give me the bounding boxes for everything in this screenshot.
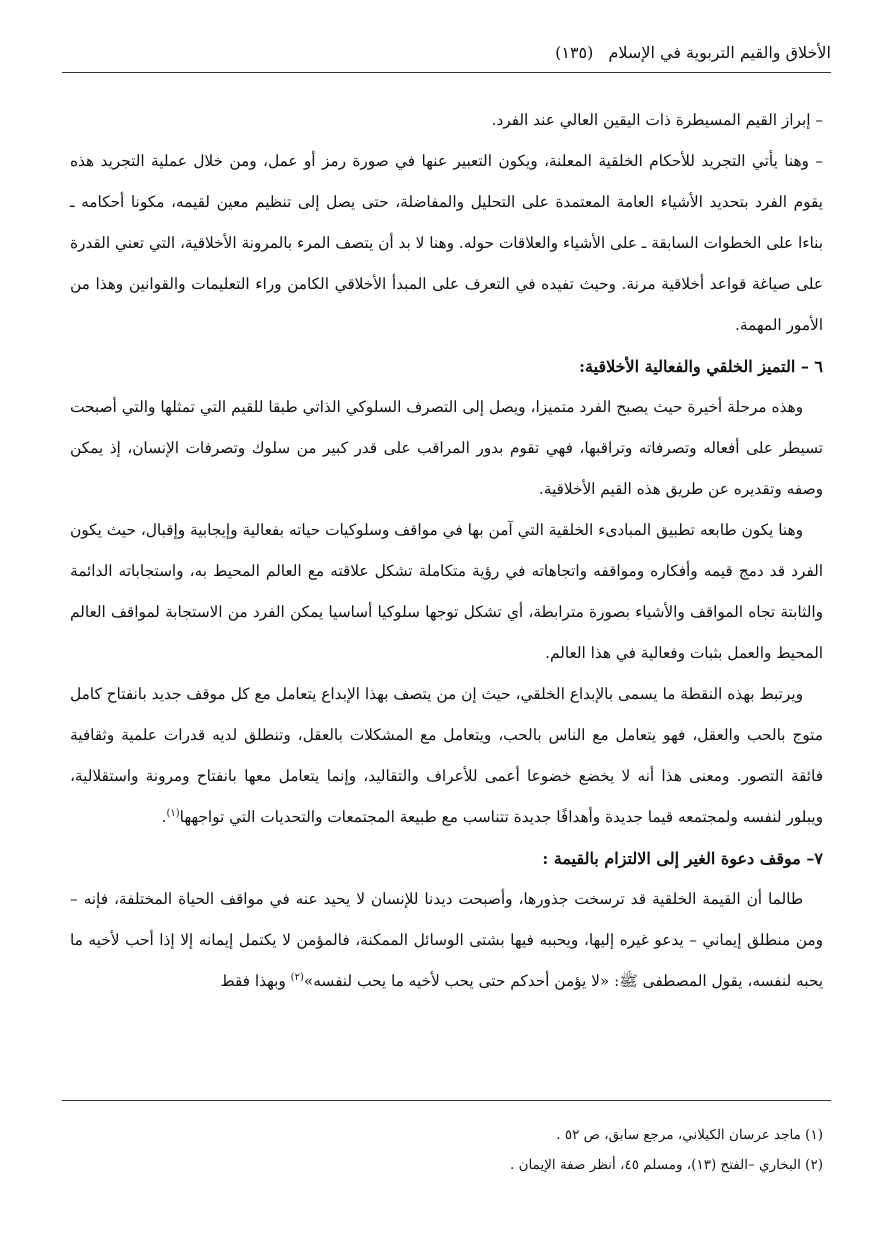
footnote-ref-1: (١) (166, 807, 180, 819)
footnotes (70, 1120, 823, 1180)
paragraph-5-text: ويرتبط بهذه النقطة ما يسمى بالإبداع الخلقي، حيث إن من يتصف بهذا الإبداع يتعامل مع كل موقف جديد بانفتاح كامل متوج بالحب والعقل، فهو يتعامل مع الناس بالحب، ويتعامل مع المشكلات بالعقل، وتنطلق لديه قدرات علمية وثقافية فائقة التصور. ومعنى هذا أنه لا يخضع خضوعا أعمى للأعراف والتقاليد، وإنما يتعامل معها بانفتاح ومرونة واستقلالية، ويبلور لنفسه ولمجتمعه قيما جديدة وأهدافًا جديدة تتناسب مع طبيعة المجتمعات والتحديات التي تواجهها (70, 685, 823, 826)
footnote-1: (١) ماجد عرسان الكيلاني، مرجع سابق، ص ٥٢ . (556, 1127, 823, 1143)
paragraph-5 (70, 674, 823, 838)
footnote-2: (٢) البخاري –الفتح (١٣)، ومسلم ٤٥، أنظر صفة الإيمان . (510, 1157, 823, 1173)
paragraph-6 (70, 879, 823, 1002)
footnote-ref-2: (٢) (290, 971, 304, 983)
paragraph-6-end: وبهذا فقط (220, 972, 291, 990)
section-heading-6: ٦ – التميز الخلقي والفعالية الأخلاقية: (579, 357, 823, 376)
page-number: (١٣٥) (555, 43, 594, 62)
paragraph-2: – وهنا يأتي التجريد للأحكام الخلقية المعلنة، ويكون التعبير عنها في صورة رمز أو عمل، ومن خلال عملية التجريد هذه يقوم الفرد بتحديد الأشياء العامة المعتمدة على التحليل والمفاضلة، حتى يصل إلى تنظيم معين لقيمه، مكونا أحكامه ـ بناءا على الخطوات السابقة ـ على الأشياء والعلاقات حوله. وهنا لا بد أن يتصف المرء بالمرونة الأخلاقية، التي تعني القدرة على صياغة قواعد أخلاقية مرنة. وحيث تفيده في التعرف على المبدأ الأخلاقي الكامن وراء التعليمات والقوانين وهذا من الأمور المهمة. (70, 152, 823, 334)
section-heading-7: ٧– موقف دعوة الغير إلى الالتزام بالقيمة : (542, 849, 823, 868)
header-divider (62, 72, 831, 73)
paragraph-4: وهنا يكون طابعه تطبيق المبادىء الخلقية التي آمن بها في مواقف وسلوكيات حياته بفعالية وإيجابية وإقبال، حيث يكون الفرد قد دمج قيمه وأفكاره ومواقفه واتجاهاته في رؤية متكاملة تشكل علاقته مع العالم المحيط به، واستجاباته الدائمة والثابتة تجاه المواقف والأشياء بصورة مترابطة، أي تشكل توجها سلوكيا أساسيا يمكن الفرد من الاستجابة لمواقف العالم المحيط والعمل بثبات وفعالية في هذا العالم. (70, 521, 823, 662)
paragraph-3: وهذه مرحلة أخيرة حيث يصبح الفرد متميزا، ويصل إلى التصرف السلوكي الذاتي طبقا للقيم التي تمثلها والتي أصبحت تسيطر على أفعاله وتصرفاته وتراقبها، فهي تقوم بدور المراقب على قدر كبير من سلوك وتصرفات الإنسان، إذ يمكن وصفه وتقديره عن طريق هذه القيم الأخلاقية. (70, 398, 823, 498)
paragraph-6-text: طالما أن القيمة الخلقية قد ترسخت جذورها، وأصبحت ديدنا للإنسان لا يحيد عنه في مواقف الحياة المختلفة، فإنه – ومن منطلق إيماني – يدعو غيره إليها، ويحببه فيها بشتى الوسائل الممكنة، فالمؤمن لا يكتمل إيمانه إلا إذا أحب لأخيه ما يحبه لنفسه، يقول المصطفى ﷺ: «لا يؤمن أحدكم حتى يحب لأخيه ما يحب لنفسه» (70, 890, 823, 990)
header-title: الأخلاق والقيم التربوية في الإسلام (608, 43, 831, 62)
running-header (62, 38, 831, 68)
paragraph-5-end: . (161, 808, 167, 826)
paragraph-1: – إبراز القيم المسيطرة ذات اليقين العالي عند الفرد. (491, 111, 823, 129)
footnote-divider (62, 1100, 831, 1101)
page-body (70, 100, 823, 1002)
